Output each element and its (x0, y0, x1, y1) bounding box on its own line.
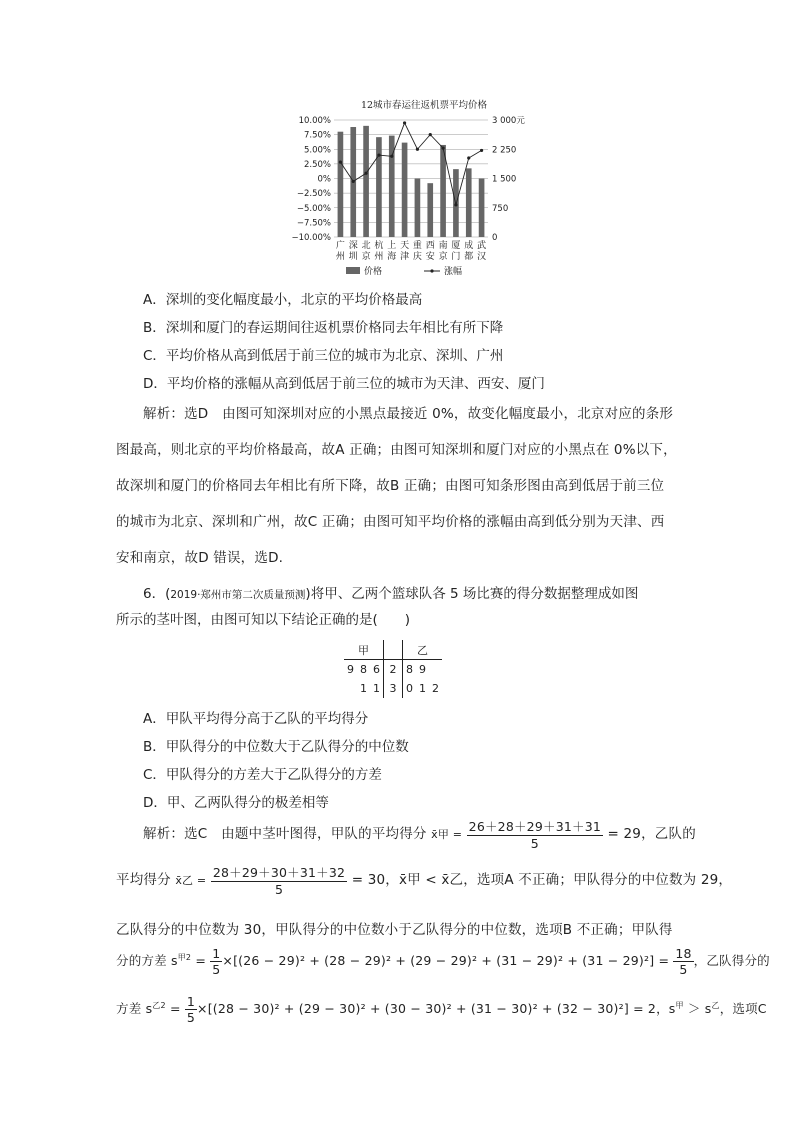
variance-jia-fraction (673, 946, 693, 977)
q6-option-a: A．甲队平均得分高于乙队的平均得分 (143, 711, 369, 727)
left-tick-label: −5.00% (296, 203, 331, 214)
category-label-bottom: 汉 (477, 252, 487, 262)
mean-jia-fraction (467, 817, 603, 851)
category-label-bottom: 门 (451, 252, 461, 262)
stem-leaf-header (344, 640, 442, 660)
leaf-right: 2 (432, 682, 439, 695)
sol5-pre: 方差 s (116, 1001, 153, 1016)
q6-option-b: B．甲队得分的中位数大于乙队得分的中位数 (143, 739, 409, 755)
leaf-left (344, 679, 357, 698)
left-tick-label: 10.00% (298, 116, 331, 126)
sol5-eq: = (169, 1001, 181, 1016)
category-label-top: 成 (464, 241, 474, 251)
q6-stem-line-2: 所示的茎叶图，由图可知以下结论正确的是( ) (116, 612, 411, 628)
q5-option-d: D．平均价格的涨幅从高到低居于前三位的城市为天津、西安、厦门 (143, 376, 545, 392)
category-label-top: 武 (477, 241, 487, 251)
legend-price-label: 价格 (364, 267, 383, 277)
growth-point (480, 149, 483, 152)
fraction-denominator: 5 (274, 882, 284, 897)
sol2-pre: 平均得分 (116, 872, 171, 888)
sol4-pre: 分的方差 s (116, 953, 178, 968)
price-bar (415, 179, 421, 238)
sol5-sub-jia: 甲 (675, 1000, 684, 1010)
chart-legend (346, 265, 462, 277)
q6-stem-line-1 (143, 582, 638, 602)
mean-yi: x̄乙 = (175, 874, 207, 887)
sol1-pre: 解析：选C 由题中茎叶图得，甲队的平均得分 (143, 826, 427, 842)
category-label-bottom: 京 (361, 252, 371, 262)
sol5-sup: 乙 (152, 1000, 161, 1010)
one-fifth-fraction (185, 994, 197, 1025)
q5-solution-line-2: 图最高，则北京的平均价格最高，故A 正确；由图可知深圳和厦门对应的小黑点在 0%以下， (116, 442, 677, 458)
sol5-gt: ＞ s (687, 1001, 712, 1016)
sol2-post: = 30，x̄甲 < x̄乙，选项A 不正确；甲队得分的中位数为 29， (351, 872, 733, 888)
fraction-denominator: 5 (530, 836, 539, 851)
fraction-numerator: 1 (212, 946, 221, 961)
q6-solution-line-4 (116, 946, 770, 977)
right-tick-label: 2 250 (492, 145, 517, 156)
left-tick-label: 7.50% (303, 130, 331, 141)
growth-point (441, 146, 444, 149)
category-label-top: 天 (400, 241, 410, 251)
stem: 2 (384, 660, 403, 680)
sol5-sq: 2 (160, 1000, 166, 1010)
stem-leaf-left-head: 甲 (344, 640, 384, 660)
fraction-denominator: 5 (186, 1010, 196, 1025)
sol5-sub-yi: 乙 (711, 1000, 720, 1010)
category-label-bottom: 都 (464, 252, 474, 262)
q6-solution-line-2 (116, 863, 732, 897)
leaf-right: 0 (406, 682, 413, 695)
left-tick-label: 5.00% (303, 145, 331, 156)
growth-point (403, 121, 406, 124)
fraction-denominator: 5 (679, 962, 688, 977)
one-fifth-fraction (210, 946, 222, 977)
price-bar (402, 143, 408, 237)
sol5-post: ，选项C (719, 1001, 767, 1016)
fraction-numerator: 18 (675, 946, 692, 961)
category-label-bottom: 庆 (412, 252, 422, 262)
sol4-sq: 2 (185, 952, 192, 962)
leaf-right: 1 (419, 682, 426, 695)
q5-solution-line-5: 安和南京，故D 错误，选D. (116, 550, 284, 566)
fraction-numerator: 26＋28＋29＋31＋31 (468, 819, 602, 834)
category-label-bottom: 州 (374, 252, 384, 262)
growth-point (429, 133, 432, 136)
left-tick-label: −10.00% (291, 233, 331, 243)
category-label-top: 西 (425, 241, 435, 251)
q5-solution-line-1: 解析：选D 由图可知深圳对应的小黑点最接近 0%，故变化幅度最小，北京对应的条形 (143, 406, 674, 422)
q6-option-d: D．甲、乙两队得分的极差相等 (143, 795, 329, 811)
leaf-left: 8 (360, 663, 367, 676)
q6-solution-line-3: 乙队得分的中位数为 30，甲队得分的中位数小于乙队得分的中位数，选项B 不正确；甲队得 (116, 922, 673, 938)
chart-title: 12城市春运往返机票平均价格 (360, 100, 488, 111)
right-axis-ticks (492, 116, 525, 243)
q6-number: 6．( (143, 586, 171, 602)
category-label-top: 广 (335, 241, 345, 251)
stem: 3 (384, 679, 403, 698)
category-label-top: 厦 (451, 241, 461, 251)
leaf-right: 9 (419, 663, 426, 676)
category-label-top: 深 (348, 241, 358, 251)
q6-option-c: C．甲队得分的方差大于乙队得分的方差 (143, 767, 382, 783)
left-axis-ticks (291, 116, 331, 243)
stem-leaf-right-head: 乙 (403, 640, 443, 660)
q5-solution-line-3: 故深圳和厦门的价格同去年相比有所下降，故B 正确；由图可知条形图由高到低居于前三位 (116, 478, 665, 494)
q6-solution-line-1 (143, 817, 696, 851)
q5-solution-line-4: 的城市为北京、深圳和广州，故C 正确；由图可知平均价格的涨幅由高到低分别为天津、西 (116, 514, 665, 530)
price-bar (376, 137, 382, 237)
price-bar (363, 126, 369, 237)
stem-leaf-head-gap (384, 640, 403, 660)
leaf-left: 1 (360, 682, 367, 695)
growth-point (352, 180, 355, 183)
sol1-post: = 29，乙队的 (607, 826, 696, 842)
sol4-post: ，乙队得分的 (693, 953, 770, 968)
category-label-top: 重 (412, 241, 422, 251)
price-bar (427, 183, 433, 237)
growth-point (364, 172, 367, 175)
q6-stem-a: )将甲、乙两个篮球队各 5 场比赛的得分数据整理成如图 (305, 586, 639, 602)
q5-option-c: C．平均价格从高到低居于前三位的城市为北京、深圳、广州 (143, 348, 504, 364)
q5-option-a: A．深圳的变化幅度最小，北京的平均价格最高 (143, 292, 423, 308)
sol4-eq: = (195, 953, 207, 968)
growth-point (467, 156, 470, 159)
growth-point (416, 148, 419, 151)
legend-dot (430, 269, 433, 272)
q6-solution-line-5 (116, 994, 767, 1025)
category-label-top: 南 (438, 241, 448, 251)
category-label-bottom: 圳 (348, 252, 358, 262)
leaf-right (429, 660, 442, 680)
growth-point (454, 203, 457, 206)
leaf-left: 9 (347, 663, 354, 676)
category-label-bottom: 海 (387, 252, 397, 262)
category-label-bottom: 京 (438, 252, 448, 262)
legend-growth-label: 涨幅 (444, 267, 463, 277)
growth-point (377, 154, 380, 157)
q5-option-b: B．深圳和厦门的春运期间往返机票价格同去年相比有所下降 (143, 320, 504, 336)
fraction-denominator: 5 (212, 962, 221, 977)
category-labels (336, 239, 486, 262)
category-label-top: 北 (361, 241, 371, 251)
airfare-chart (291, 96, 556, 281)
right-tick-label: 750 (492, 203, 509, 214)
right-tick-label: 1 500 (492, 174, 517, 185)
price-bar (479, 179, 485, 238)
q6-source: 2019·郑州市第二次质量预测 (170, 589, 306, 601)
category-label-bottom: 安 (425, 252, 435, 262)
fraction-numerator: 1 (186, 994, 196, 1009)
stem-leaf-row (344, 660, 442, 680)
price-bar (338, 132, 344, 237)
sol4-mid: ×[(26 − 29)² + (28 − 29)² + (29 − 29)² + (31 − 29)² + (31 − 29)²] = (222, 953, 670, 968)
stem-leaf-row (344, 679, 442, 698)
stem-leaf-table (344, 640, 442, 698)
fraction-numerator: 28＋29＋30＋31＋32 (212, 865, 346, 880)
category-label-top: 上 (387, 241, 397, 251)
left-tick-label: 0% (317, 174, 331, 185)
legend-bar-swatch (346, 267, 360, 274)
right-tick-label: 3 000元 (492, 116, 525, 126)
leaf-right: 8 (406, 663, 413, 676)
leaf-left: 6 (373, 663, 380, 676)
price-bar (466, 168, 472, 237)
left-tick-label: 2.50% (303, 159, 331, 170)
right-tick-label: 0 (492, 233, 498, 243)
category-label-bottom: 州 (335, 252, 345, 262)
left-tick-label: −7.50% (296, 218, 331, 229)
growth-point (390, 155, 393, 158)
mean-jia: x̄甲 = (431, 828, 463, 841)
category-label-bottom: 津 (400, 252, 410, 262)
sol5-mid: ×[(28 − 30)² + (29 − 30)² + (30 − 30)² + (31 − 30)² + (32 − 30)²] = 2，s (197, 1001, 676, 1016)
growth-point (339, 161, 342, 164)
left-tick-label: −2.50% (296, 189, 331, 200)
mean-yi-fraction (211, 863, 347, 897)
category-label-top: 杭 (374, 241, 384, 251)
leaf-left: 1 (373, 682, 380, 695)
sol4-sup: 甲 (177, 952, 186, 962)
